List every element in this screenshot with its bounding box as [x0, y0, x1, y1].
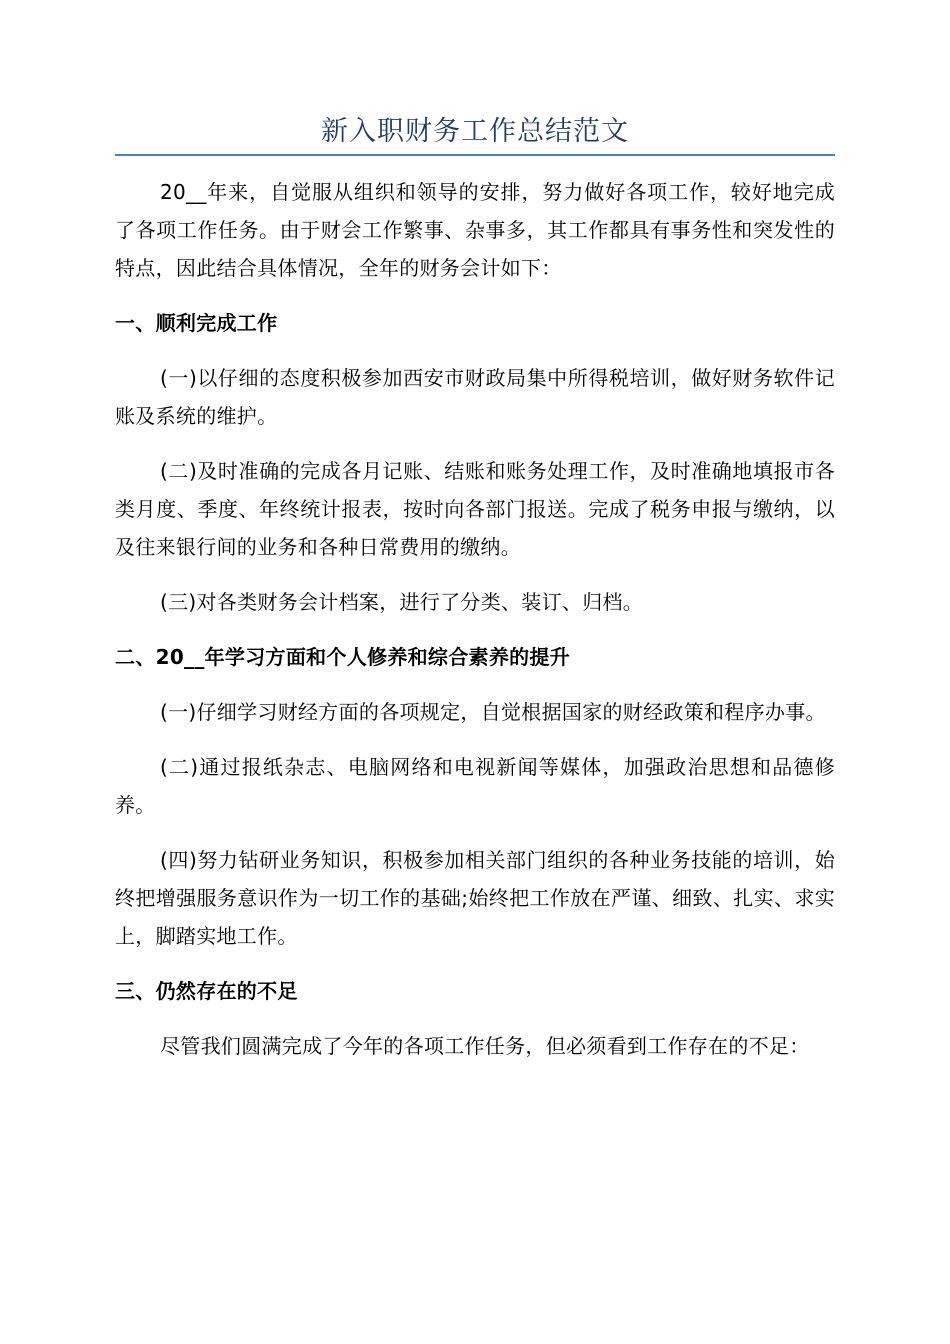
- section-2-item-1: (一)仔细学习财经方面的各项规定，自觉根据国家的财经政策和程序办事。: [160, 700, 826, 724]
- section-1-heading: 一、顺利完成工作: [115, 311, 278, 335]
- section-2-heading: 二、20__年学习方面和个人修养和综合素养的提升: [115, 645, 571, 669]
- section-2-item-3: (四)努力钻研业务知识，积极参加相关部门组织的各种业务技能的培训，始终把增强服务意识作为一切工作的基础;始终把工作放在严谨、细致、扎实、求实上，脚踏实地工作。: [115, 848, 835, 948]
- section-1-item-2: (二)及时准确的完成各月记账、结账和账务处理工作，及时准确地填报市各类月度、季度、年终统计报表，按时向各部门报送。完成了税务申报与缴纳，以及往来银行间的业务和各种日常费用的缴纳。: [115, 459, 835, 559]
- section-3-item-1: 尽管我们圆满完成了今年的各项工作任务，但必须看到工作存在的不足：: [160, 1034, 810, 1058]
- section-3-heading: 三、仍然存在的不足: [115, 979, 298, 1003]
- intro-paragraph: 20__年来，自觉服从组织和领导的安排，努力做好各项工作，较好地完成了各项工作任务。由于财会工作繁事、杂事多，其工作都具有事务性和突发性的特点，因此结合具体情况，全年的财务会计如下：: [115, 180, 835, 280]
- section-1-item-1: (一)以仔细的态度积极参加西安市财政局集中所得税培训，做好财务软件记账及系统的维护。: [115, 366, 835, 428]
- section-2-item-2: (二)通过报纸杂志、电脑网络和电视新闻等媒体，加强政治思想和品德修养。: [115, 755, 835, 817]
- section-1-item-3: (三)对各类财务会计档案，进行了分类、装订、归档。: [160, 590, 644, 614]
- document-body: [115, 173, 835, 1082]
- title-underline: [115, 154, 835, 156]
- document-title: 新入职财务工作总结范文: [321, 116, 629, 147]
